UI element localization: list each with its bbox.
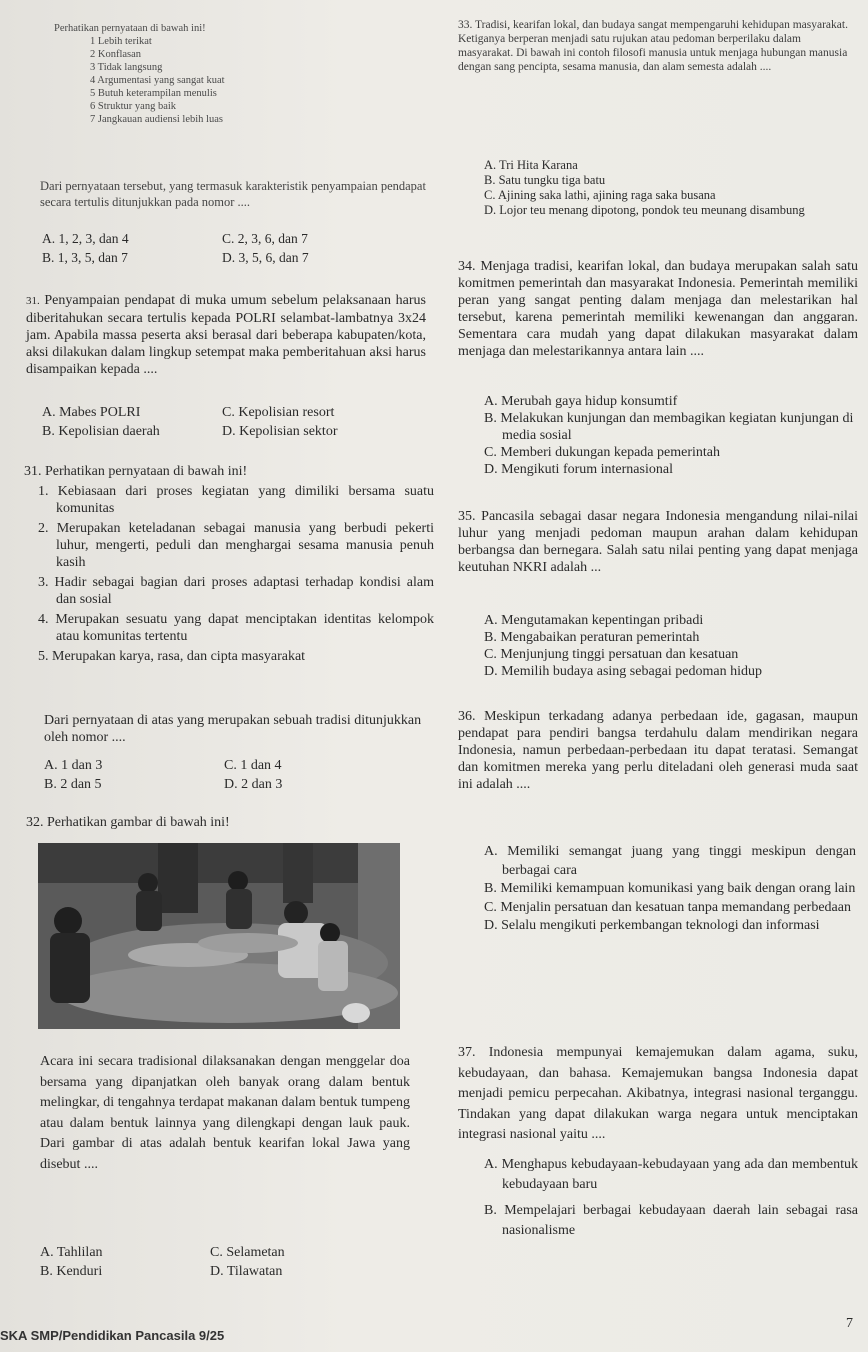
q31b-item-2: 2. Merupakan keteladanan sebagai manusia yang berbudi pekerti luhur, mengerti, peduli dan menghargai sesama manusia penuh kasih (38, 521, 434, 570)
q31a-option-b[interactable]: B. Kepolisian daerah (42, 424, 160, 439)
q33-block (458, 18, 850, 74)
q31a-option-a[interactable]: A. Mabes POLRI (42, 405, 141, 420)
q36-option-c[interactable]: C. Menjalin persatuan dan kesatuan tanpa memandang perbedaan (484, 899, 851, 915)
q31b-stem: Dari pernyataan di atas yang merupakan sebuah tradisi ditunjukkan oleh nomor .... (44, 713, 422, 745)
q35-number: 35. (458, 509, 476, 524)
q35-option-c[interactable]: C. Menjunjung tinggi persatuan dan kesatuan (484, 647, 739, 662)
q33-stem: Tradisi, kearifan lokal, dan budaya sangat mempengaruhi kehidupan masyarakat. Ketiganya berperan menjadi satu rujukan atau pedoman berperilaku dalam masyarakat. Di bawah ini contoh filosofi manusia untuk menjaga hubungan manusia dengan sang pencipta, sesama manusia, dan alam semesta adalah .... (458, 19, 848, 73)
q32-option-d[interactable]: D. Tilawatan (210, 1264, 283, 1279)
q35-option-a[interactable]: A. Mengutamakan kepentingan pribadi (484, 613, 704, 628)
q31b-option-a[interactable]: A. 1 dan 3 (44, 758, 103, 773)
q31b-option-b[interactable]: B. 2 dan 5 (44, 777, 102, 792)
q31a-option-d[interactable]: D. Kepolisian sektor (222, 424, 338, 439)
q30-item: 3 Tidak langsung (90, 62, 163, 73)
q36-stem: Meskipun terkadang adanya perbedaan ide, gagasan, maupun pendapat para pendiri bangsa terdahulu dalam mendirikan negara Indonesia, namun perbedaan-perbedaan itu dapat teratasi. Semangat dan komitmen mereka yang perlu diteladani oleh generasi muda saat ini adalah .... (458, 709, 859, 792)
q32-option-c[interactable]: C. Selametan (210, 1245, 285, 1260)
q31b-item-3: 3. Hadir sebagai bagian dari proses adaptasi terhadap kondisi alam dan sosial (38, 575, 434, 607)
q30-item: 6 Struktur yang baik (90, 101, 177, 112)
q30-intro: Perhatikan pernyataan di bawah ini! (54, 23, 206, 34)
q34-number: 34. (458, 259, 476, 274)
q36-option-a[interactable]: A. Memiliki semangat juang yang tinggi meskipun dengan berbagai cara (484, 844, 856, 878)
q35-stem: Pancasila sebagai dasar negara Indonesia mengandung nilai-nilai luhur yang menjadi pedoman maupun arahan dalam kehidupan berbangsa dan bernegara. Salah satu nilai penting yang dapat menjaga keutuhan NKRI adalah ... (458, 509, 858, 575)
q37-option-b[interactable]: B. Mempelajari berbagai kebudayaan daerah lain sebagai rasa nasionalisme (484, 1203, 858, 1238)
q31a-block (26, 292, 426, 378)
q32-option-b[interactable]: B. Kenduri (40, 1264, 103, 1279)
q32-options (40, 1244, 390, 1280)
q30-item: 4 Argumentasi yang sangat kuat (90, 75, 225, 86)
footer-code: SKA SMP/Pendidikan Pancasila 9/25 (0, 1328, 225, 1343)
q31a-option-c[interactable]: C. Kepolisian resort (222, 405, 335, 420)
q36-option-d[interactable]: D. Selalu mengikuti perkembangan teknologi dan informasi (484, 918, 820, 933)
q31b-option-c[interactable]: C. 1 dan 4 (224, 758, 282, 773)
q33-number: 33. (458, 19, 473, 31)
q33-option-b[interactable]: B. Satu tungku tiga batu (484, 173, 606, 187)
q37-block (458, 1043, 858, 1146)
q34-option-c[interactable]: C. Memberi dukungan kepada pemerintah (484, 445, 720, 460)
q30-option-b[interactable]: B. 1, 3, 5, dan 7 (42, 250, 128, 265)
q30-option-d[interactable]: D. 3, 5, 6, dan 7 (222, 250, 309, 265)
q32-option-a[interactable]: A. Tahlilan (40, 1245, 103, 1260)
q33-option-c[interactable]: C. Ajining saka lathi, ajining raga saka busana (484, 188, 716, 202)
q37-stem: Indonesia mempunyai kemajemukan dalam agama, suku, kebudayaan, dan bahasa. Kemajemukan bangsa Indonesia dapat menjadi pemicu perpecahan. Akibatnya, integrasi nasional terganggu. Tindakan yang dapat dilakukan warga negara untuk menciptakan integrasi nasional yaitu .... (458, 1045, 858, 1142)
q31b-intro: 31. Perhatikan pernyataan di bawah ini! (24, 464, 248, 479)
q30-options (42, 230, 422, 266)
q35-block (458, 508, 858, 576)
q34-block (458, 258, 858, 360)
q31b-item-4: 4. Merupakan sesuatu yang dapat menciptakan identitas kelompok atau komunitas tertentu (38, 612, 434, 644)
q31a-options (42, 404, 422, 440)
q35-option-b[interactable]: B. Mengabaikan peraturan pemerintah (484, 630, 700, 645)
q37-option-a[interactable]: A. Menghapus kebudayaan-kebudayaan yang ada dan membentuk kebudayaan baru (484, 1157, 858, 1192)
q31b-item-1: 1. Kebiasaan dari proses kegiatan yang dimiliki bersama suatu komunitas (38, 484, 434, 516)
q36-number: 36. (458, 709, 476, 724)
q31b-option-d[interactable]: D. 2 dan 3 (224, 777, 283, 792)
q34-option-a[interactable]: A. Merubah gaya hidup konsumtif (484, 394, 678, 409)
q34-stem: Menjaga tradisi, kearifan lokal, dan budaya merupakan salah satu komitmen pemerintah dan masyarakat Indonesia. Pemerintah memiliki peran yang sangat penting dalam menjaga dan melestarikan hal tersebut, karena pemerintah memiliki kewenangan dan anggaran. Sementara cara mudah yang dapat dilakukan masyarakat dalam menjaga dan melestarikannya antara lain .... (458, 259, 858, 359)
page-number: 7 (846, 1316, 853, 1331)
q33-option-a[interactable]: A. Tri Hita Karana (484, 158, 578, 172)
q30-item: 5 Butuh keterampilan menulis (90, 88, 217, 99)
q35-option-d[interactable]: D. Memilih budaya asing sebagai pedoman hidup (484, 664, 762, 679)
q30-item: 7 Jangkauan audiensi lebih luas (90, 114, 223, 125)
q30-option-c[interactable]: C. 2, 3, 6, dan 7 (222, 231, 308, 246)
q36-options (484, 843, 856, 936)
q31a-stem: Penyampaian pendapat di muka umum sebelum pelaksanaan harus diberitahukan secara tertulis kepada POLRI selambat-lambatnya 3x24 jam. Apabila massa peserta aksi berasal dari beberapa kabupaten/kota, aksi dilakukan dalam lingkup setempat maka pemberitahuan aksi harus disampaikan kepada .... (26, 293, 426, 377)
q30-item: 2 Konflasan (90, 49, 142, 60)
q30-option-a[interactable]: A. 1, 2, 3, dan 4 (42, 231, 129, 246)
selametan-photo (38, 843, 400, 1029)
q30-item: 1 Lebih terikat (90, 36, 152, 47)
q32-stem: Acara ini secara tradisional dilaksanakan dengan menggelar doa bersama yang dipanjatkan oleh banyak orang dalam bentuk melingkar, di tengahnya terdapat makanan dalam bentuk tumpeng atau dalam bentuk lainnya yang dilengkapi dengan lauk pauk. Dari gambar di atas adalah bentuk kearifan lokal Jawa yang disebut .... (40, 1054, 410, 1172)
q31b-items (38, 483, 434, 665)
q30-stem: Dari pernyataan tersebut, yang termasuk karakteristik penyampaian pendapat secara tertulis ditunjukkan pada nomor .... (40, 179, 426, 209)
q32-intro: 32. Perhatikan gambar di bawah ini! (26, 815, 230, 830)
q31a-number: 31. (26, 295, 40, 307)
q36-block (458, 708, 858, 793)
q33-option-d[interactable]: D. Lojor teu menang dipotong, pondok teu meunang disambung (484, 203, 805, 217)
q31b-options (44, 757, 424, 793)
q30-items (70, 35, 370, 126)
q35-options (484, 612, 858, 680)
q30-block (54, 22, 370, 126)
q31b-item-5: 5. Merupakan karya, rasa, dan cipta masyarakat (38, 649, 306, 664)
q33-options (484, 158, 854, 218)
q37-number: 37. (458, 1045, 476, 1060)
q34-option-d[interactable]: D. Mengikuti forum internasional (484, 462, 673, 477)
q37-options (484, 1155, 858, 1241)
q34-option-b[interactable]: B. Melakukan kunjungan dan membagikan kegiatan kunjungan di media sosial (484, 411, 854, 443)
q36-option-b[interactable]: B. Memiliki kemampuan komunikasi yang baik dengan orang lain (484, 881, 856, 896)
q34-options (484, 393, 858, 478)
